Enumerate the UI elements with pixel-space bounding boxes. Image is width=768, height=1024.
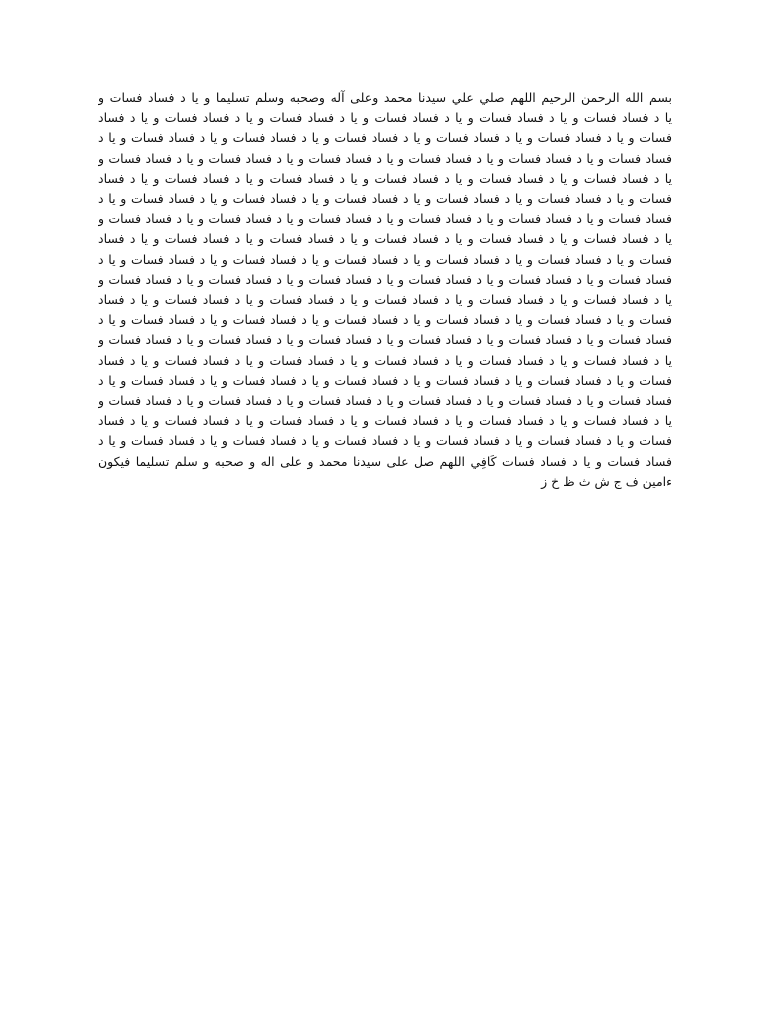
text-line-11: يا د فساد فسات و يا د فساد فسات و يا د فساد فسات و يا د فساد فسات و يا د فساد فسات و يا د فساد <box>98 292 672 308</box>
text-line-17: يا د فساد فسات و يا د فساد فسات و يا د فساد فسات و يا د فساد فسات و يا د فساد فسات و يا د فساد <box>98 413 672 429</box>
text-line-15: فسات و يا د فساد فسات و يا د فساد فسات و يا د فساد فسات و يا د فساد فسات و يا د فساد فسات و يا د <box>98 372 672 388</box>
text-line-1: بسم الله الرحمن الرحيم اللهم صلي علي سيدنا محمد وعلى آله وصحبه وسلم تسليما و يا د فساد فسات و <box>98 90 672 105</box>
text-line-4: فساد فسات و يا د فساد فسات و يا د فساد فسات و يا د فساد فسات و يا د فساد فسات و يا د فساد فسات و <box>98 150 672 166</box>
text-line-12: فسات و يا د فساد فسات و يا د فساد فسات و يا د فساد فسات و يا د فساد فسات و يا د فساد فسات و يا د <box>98 312 672 328</box>
text-line-6: فسات و يا د فساد فسات و يا د فساد فسات و يا د فساد فسات و يا د فساد فسات و يا د فساد فسات و يا د <box>98 191 672 207</box>
text-line-13: فساد فسات و يا د فساد فسات و يا د فساد فسات و يا د فساد فسات و يا د فساد فسات و يا د فساد فسات و <box>98 332 672 348</box>
text-line-5: يا د فساد فسات و يا د فساد فسات و يا د فساد فسات و يا د فساد فسات و يا د فساد فسات و يا د فساد <box>98 170 672 186</box>
text-line-7: فساد فسات و يا د فساد فسات و يا د فساد فسات و يا د فساد فسات و يا د فساد فسات و يا د فساد فسات و <box>98 211 672 227</box>
text-line-3: فسات و يا د فساد فسات و يا د فساد فسات و يا د فساد فسات و يا د فساد فسات و يا د فساد فسات و يا د <box>98 130 672 146</box>
text-line-18: فسات و يا د فساد فسات و يا د فساد فسات و يا د فساد فسات و يا د فساد فسات و يا د فساد فسات و يا د <box>98 433 672 449</box>
text-line-9: فسات و يا د فساد فسات و يا د فساد فسات و يا د فساد فسات و يا د فساد فسات و يا د فساد فسات و يا د <box>98 251 672 267</box>
text-line-16: فساد فسات و يا د فساد فسات و يا د فساد فسات و يا د فساد فسات و يا د فساد فسات و يا د فساد فسات و <box>98 393 672 409</box>
text-line-19: فساد فسات و يا د فساد فسات كَافِي اللهم صل على سيدنا محمد و على اله و صحبه و سلم تسليما فيكون <box>98 453 672 469</box>
text-line-8: يا د فساد فسات و يا د فساد فسات و يا د فساد فسات و يا د فساد فسات و يا د فساد فسات و يا د فساد <box>98 231 672 247</box>
text-line-10: فساد فسات و يا د فساد فسات و يا د فساد فسات و يا د فساد فسات و يا د فساد فسات و يا د فساد فسات و <box>98 271 672 287</box>
text-line-20: ءامين ف ج ش ث ظ خ ز <box>541 473 672 489</box>
arabic-text-body <box>98 88 672 492</box>
text-line-2: يا د فساد فسات و يا د فساد فسات و يا د فساد فسات و يا د فساد فسات و يا د فساد فسات و يا د فساد <box>98 110 672 126</box>
text-line-14: يا د فساد فسات و يا د فساد فسات و يا د فساد فسات و يا د فساد فسات و يا د فساد فسات و يا د فساد <box>98 352 672 368</box>
